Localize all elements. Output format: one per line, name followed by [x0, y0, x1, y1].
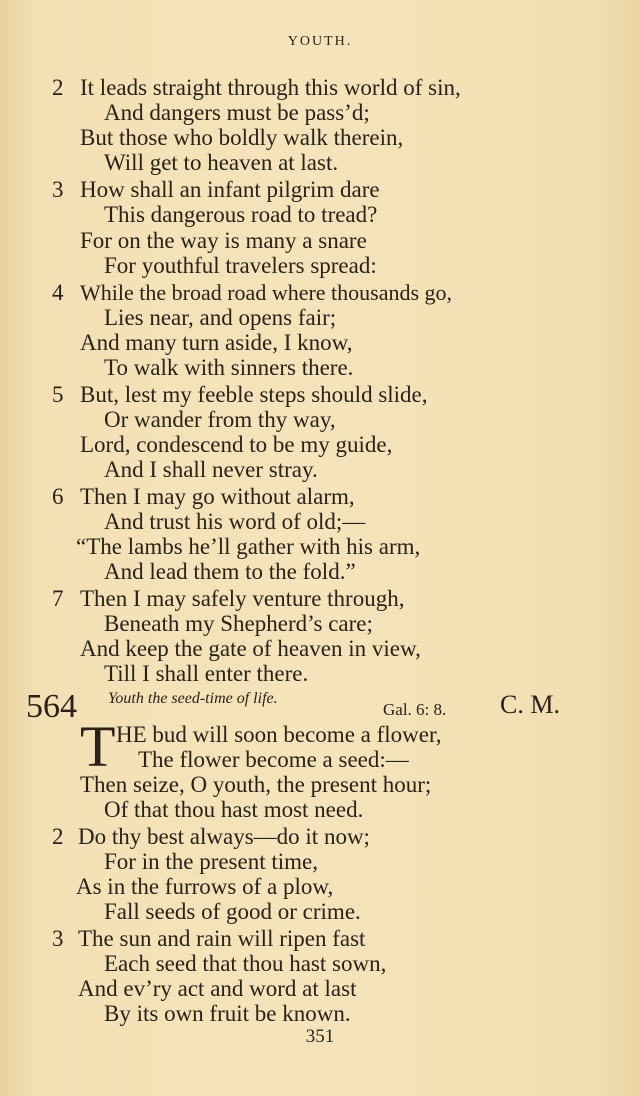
verse-line: And many turn aside, I know,: [80, 330, 353, 355]
verse-line: Then I may safely venture through,: [80, 586, 405, 611]
verse-line: But, lest my feeble steps should slide,: [80, 382, 428, 407]
stanza-number: 2: [52, 824, 64, 849]
verse-line: As in the furrows of a plow,: [76, 874, 334, 899]
stanza-number: 6: [52, 484, 64, 509]
verse-line: Or wander from thy way,: [104, 407, 336, 432]
verse-line: This dangerous road to tread?: [104, 202, 378, 227]
verse-line: And trust his word of old;—: [104, 509, 366, 534]
verse-line: And keep the gate of heaven in view,: [80, 636, 421, 661]
verse-line: And lead them to the fold.”: [104, 559, 356, 584]
hymn-meter: C. M.: [500, 690, 560, 719]
verse-line: To walk with sinners there.: [104, 355, 354, 380]
verse-line: “The lambs he’ll gather with his arm,: [76, 534, 421, 559]
stanza-number: 2: [52, 75, 64, 100]
verse-line: It leads straight through this world of sin,: [80, 75, 461, 100]
verse-line: Beneath my Shepherd’s care;: [104, 611, 373, 636]
verse-line: Then seize, O youth, the present hour;: [80, 772, 432, 797]
verse-line: While the broad road where thousands go,: [80, 280, 453, 305]
page-number: 351: [305, 1026, 335, 1047]
verse-line: But those who boldly walk therein,: [80, 125, 404, 150]
verse-line: Of that thou hast most need.: [104, 797, 364, 822]
verse-line: For on the way is many a snare: [80, 228, 367, 253]
verse-line: For in the present time,: [104, 849, 318, 874]
verse-line: And dangers must be pass’d;: [104, 100, 370, 125]
page-header: YOUTH.: [287, 34, 353, 49]
verse-line: Lies near, and opens fair;: [104, 305, 337, 330]
verse-line: Then I may go without alarm,: [80, 484, 355, 509]
stanza-number: 3: [52, 926, 64, 951]
stanza-number: 3: [52, 177, 64, 202]
verse-line: Do thy best always—do it now;: [78, 824, 370, 849]
verse-line: For youthful travelers spread:: [104, 253, 377, 278]
verse-line: By its own fruit be known.: [104, 1001, 351, 1026]
stanza-number: 7: [52, 586, 64, 611]
verse-line: Till I shall enter there.: [104, 661, 309, 686]
verse-line: And ev’ry act and word at last: [78, 976, 357, 1001]
verse-line: Will get to heaven at last.: [104, 150, 339, 175]
verse-line: And I shall never stray.: [104, 457, 318, 482]
verse-line: The flower become a seed:—: [138, 747, 409, 772]
verse-line: How shall an infant pilgrim dare: [80, 177, 380, 202]
scripture-reference: Gal. 6: 8.: [383, 700, 447, 719]
hymn-title: Youth the seed-time of life.: [108, 690, 278, 707]
stanza-number: 5: [52, 382, 64, 407]
verse-line: HE bud will soon become a flower,: [116, 722, 442, 747]
verse-line: The sun and rain will ripen fast: [78, 926, 366, 951]
drop-cap: T: [80, 714, 116, 779]
verse-line: Fall seeds of good or crime.: [104, 899, 361, 924]
verse-line: Each seed that thou hast sown,: [104, 951, 387, 976]
hymn-number: 564: [26, 688, 77, 725]
verse-line: Lord, condescend to be my guide,: [80, 432, 393, 457]
stanza-number: 4: [52, 280, 64, 305]
